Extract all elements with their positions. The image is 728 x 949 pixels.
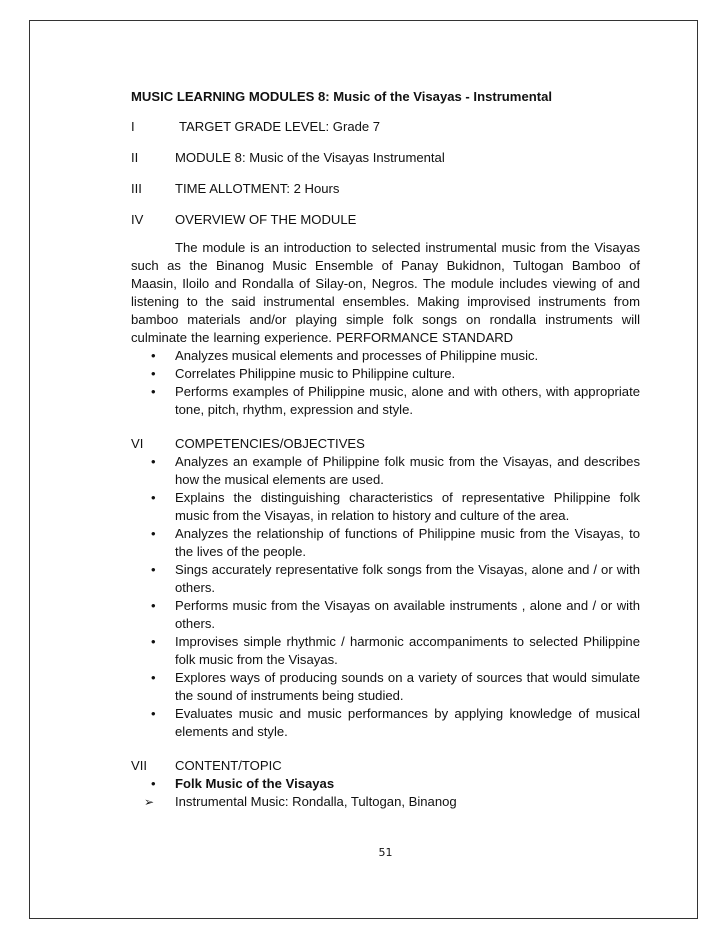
document-body bbox=[131, 88, 640, 859]
section-competencies bbox=[131, 435, 640, 453]
section-time-allotment bbox=[131, 180, 640, 198]
section-text: CONTENT/TOPIC bbox=[175, 758, 282, 773]
list-item bbox=[131, 793, 640, 811]
bullet-icon: • bbox=[151, 384, 156, 399]
section-target-grade bbox=[131, 118, 640, 136]
bullet-icon: • bbox=[151, 598, 156, 613]
list-item bbox=[131, 383, 640, 419]
list-item-text: Evaluates music and music performances by applying knowledge of musical elements and style. bbox=[175, 706, 640, 739]
list-item-text: Sings accurately representative folk songs from the Visayas, alone and / or with others. bbox=[175, 562, 640, 595]
list-item-text: Explores ways of producing sounds on a variety of sources that would simulate the sound of instruments being studied. bbox=[175, 670, 640, 703]
bullet-icon: • bbox=[151, 562, 156, 577]
bullet-icon: • bbox=[151, 634, 156, 649]
list-item-text: Correlates Philippine music to Philippine culture. bbox=[175, 366, 456, 381]
section-text: MODULE 8: Music of the Visayas Instrumental bbox=[175, 150, 445, 165]
arrow-bullet-icon: ➢ bbox=[144, 795, 155, 809]
list-item-text: Improvises simple rhythmic / harmonic accompaniments to selected Philippine folk music from the Visayas. bbox=[175, 634, 640, 667]
list-item bbox=[131, 525, 640, 561]
bullet-icon: • bbox=[151, 366, 156, 381]
bullet-icon: • bbox=[151, 454, 156, 469]
list-item bbox=[131, 669, 640, 705]
section-number: I bbox=[131, 119, 135, 134]
performance-standard-list bbox=[131, 347, 640, 419]
section-module bbox=[131, 149, 640, 167]
overview-paragraph: The module is an introduction to selected instrumental music from the Visayas such as the Binanog Music Ensemble of Panay Bukidnon, Tultogan Bamboo of Maasin, Iloilo and Rondalla of Silay-on, Negros. The module includes viewing of and listening to the said instrumental ensembles. Making improvised instruments from bamboo materials and/or playing simple folk songs on rondalla instruments will culminate the learning experience. PERFORMANCE STANDARD bbox=[131, 240, 640, 345]
section-text: OVERVIEW OF THE MODULE bbox=[175, 212, 357, 227]
bullet-icon: • bbox=[151, 490, 156, 505]
list-item bbox=[131, 705, 640, 741]
list-item bbox=[131, 597, 640, 633]
topic-heading: Folk Music of the Visayas bbox=[175, 776, 335, 791]
list-item-text: Instrumental Music: Rondalla, Tultogan, Binanog bbox=[175, 794, 457, 809]
list-item-text: Analyzes the relationship of functions of Philippine music from the Visayas, to the lives of the people. bbox=[175, 526, 640, 559]
list-item bbox=[131, 775, 640, 793]
topic-list bbox=[131, 775, 640, 811]
section-number: II bbox=[131, 150, 139, 165]
list-item bbox=[131, 365, 640, 383]
objectives-list bbox=[131, 453, 640, 741]
page-number: 51 bbox=[378, 846, 393, 859]
bullet-icon: • bbox=[151, 776, 156, 791]
section-text: TIME ALLOTMENT: 2 Hours bbox=[175, 181, 340, 196]
section-text: COMPETENCIES/OBJECTIVES bbox=[175, 436, 365, 451]
section-number: IV bbox=[131, 212, 144, 227]
section-number: III bbox=[131, 181, 142, 196]
section-overview bbox=[131, 211, 640, 229]
section-content-topic bbox=[131, 757, 640, 775]
section-number: VI bbox=[131, 436, 144, 451]
bullet-icon: • bbox=[151, 706, 156, 721]
list-item bbox=[131, 347, 640, 365]
section-number: VII bbox=[131, 758, 148, 773]
list-item bbox=[131, 561, 640, 597]
bullet-icon: • bbox=[151, 670, 156, 685]
list-item-text: Performs examples of Philippine music, alone and with others, with appropriate tone, pitch, rhythm, expression and style. bbox=[175, 384, 640, 417]
document-title: MUSIC LEARNING MODULES 8: Music of the Visayas - Instrumental bbox=[131, 89, 553, 104]
list-item-text: Performs music from the Visayas on available instruments , alone and / or with others. bbox=[175, 598, 640, 631]
section-text: TARGET GRADE LEVEL: Grade 7 bbox=[179, 119, 381, 134]
bullet-icon: • bbox=[151, 526, 156, 541]
list-item-text: Analyzes an example of Philippine folk music from the Visayas, and describes how the musical elements are used. bbox=[175, 454, 640, 487]
list-item bbox=[131, 453, 640, 489]
list-item-text: Explains the distinguishing characteristics of representative Philippine folk music from the Visayas, in relation to history and culture of the area. bbox=[175, 490, 640, 523]
list-item bbox=[131, 633, 640, 669]
bullet-icon: • bbox=[151, 348, 156, 363]
list-item bbox=[131, 489, 640, 525]
list-item-text: Analyzes musical elements and processes of Philippine music. bbox=[175, 348, 539, 363]
